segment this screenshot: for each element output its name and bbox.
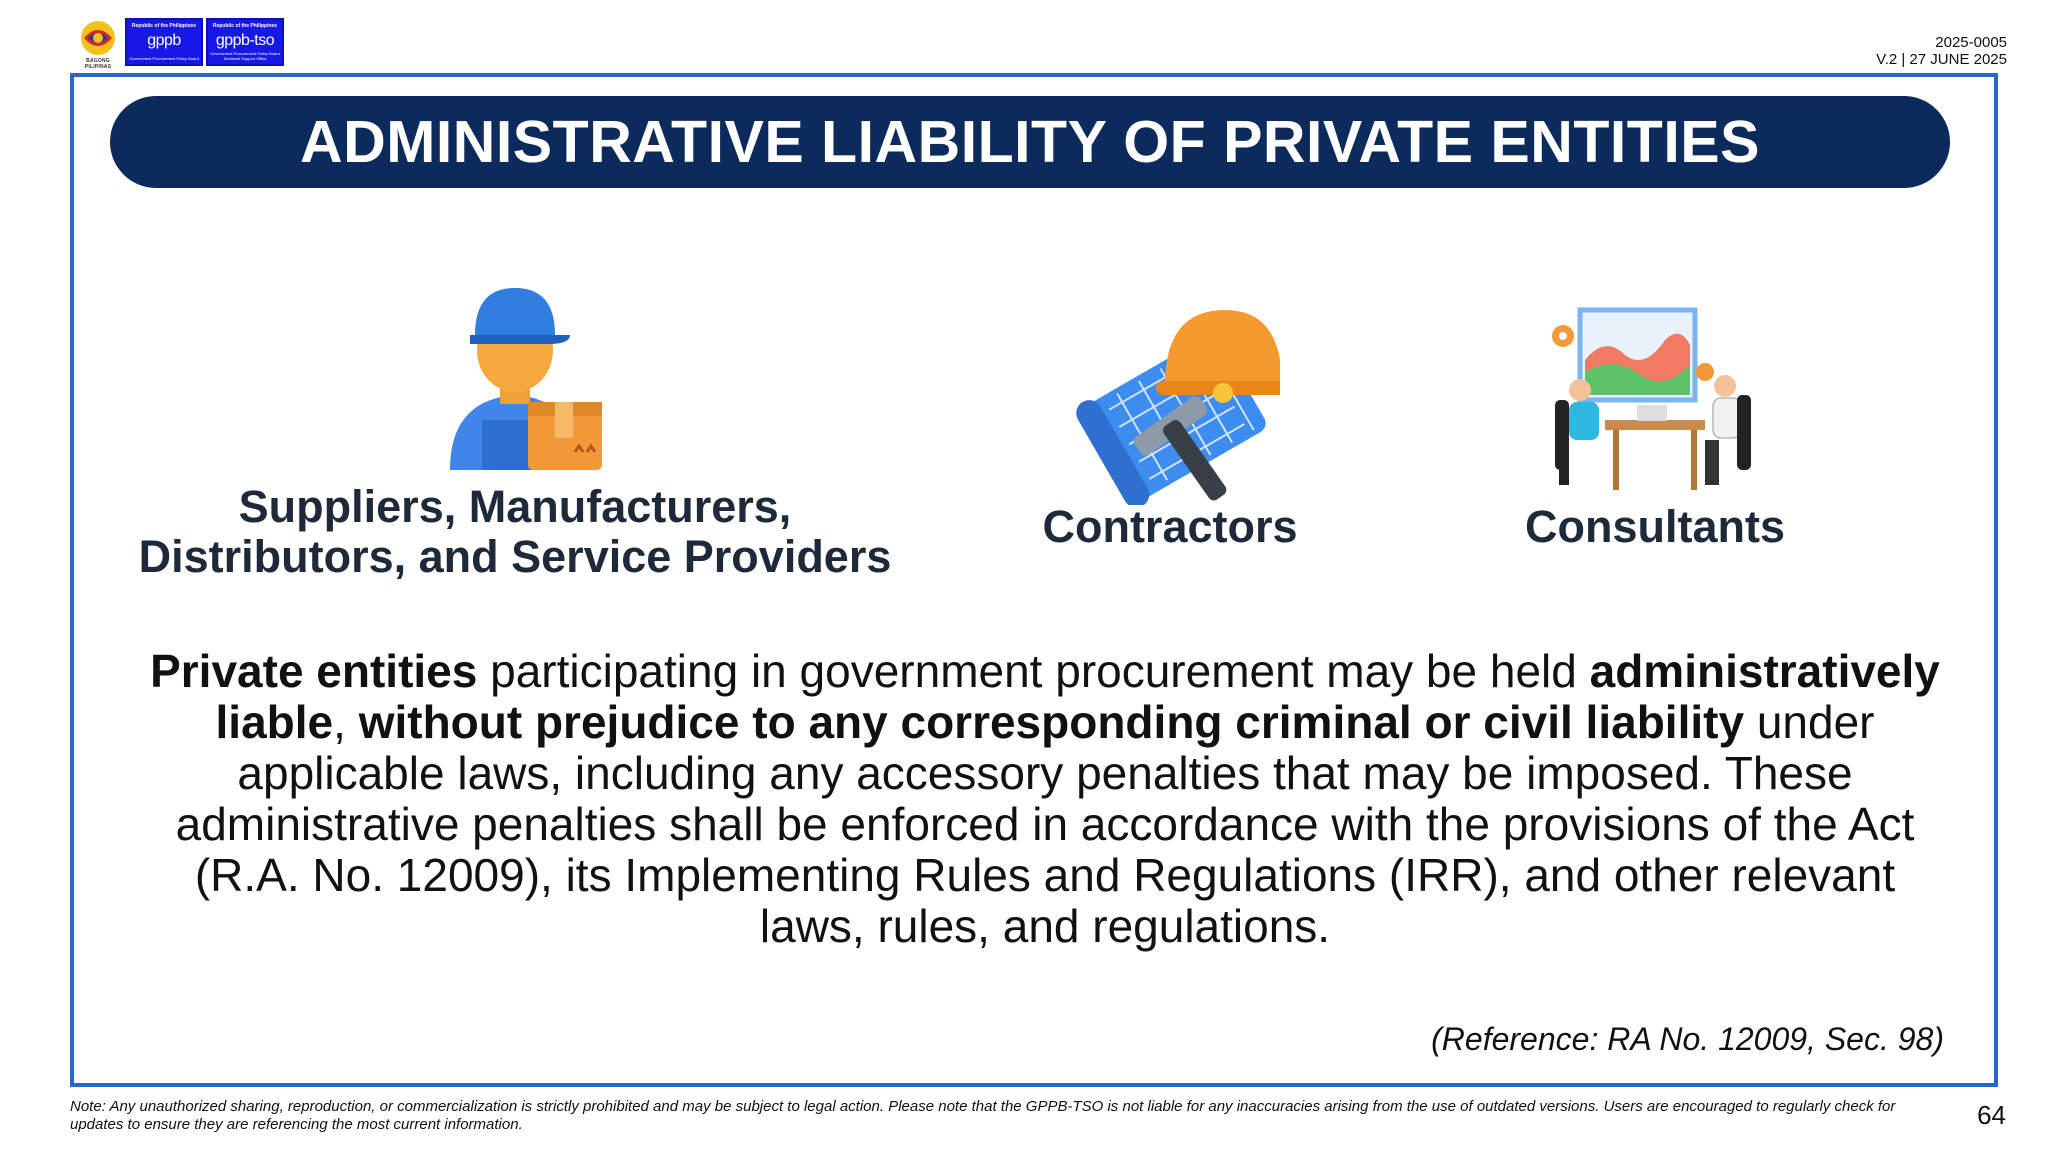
body-text-3: under applicable laws, including any accessory penalties that may be imposed. These administrative penalties shall be enforced in accordance with the provisions of the Act (R.A. No. 12009), its Implementing Rules and Regulations (IRR), and other relevant laws, rules, and regulations. bbox=[175, 696, 1915, 952]
category-consultants: Consultants bbox=[1524, 501, 1785, 552]
gppb-tso-logo bbox=[206, 18, 284, 66]
body-emphasis-without-prejudice: without prejudice to any corresponding criminal or civil liability bbox=[358, 696, 1745, 748]
gppb-tso-logo-name: gppb-tso bbox=[215, 32, 275, 49]
title-banner bbox=[110, 96, 1950, 188]
category-suppliers-line2: Distributors, and Service Providers bbox=[138, 531, 892, 582]
body-text-1: participating in government procurement may be held bbox=[477, 645, 1590, 697]
category-contractors: Contractors bbox=[1042, 501, 1298, 552]
gppb-tso-logo-bottom: Government Procurement Policy Board Technical Support Office bbox=[210, 51, 280, 61]
seal-label: BAGONG PILIPINAS bbox=[84, 58, 112, 70]
bagong-pilipinas-seal bbox=[74, 18, 122, 70]
reference-citation: (Reference: RA No. 12009, Sec. 98) bbox=[1431, 1021, 1944, 1057]
slide-title: ADMINISTRATIVE LIABILITY OF PRIVATE ENTITIES bbox=[300, 109, 1760, 175]
delivery-worker-icon bbox=[420, 280, 610, 480]
gppb-logo bbox=[125, 18, 203, 66]
document-meta bbox=[1876, 34, 2007, 68]
header-logos bbox=[74, 18, 284, 70]
body-emphasis-private-entities: Private entities bbox=[150, 645, 478, 697]
gppb-tso-logo-top: Republic of the Philippines bbox=[212, 23, 278, 29]
sun-seal-icon bbox=[74, 18, 122, 60]
page-number: 64 bbox=[1977, 1100, 2006, 1130]
body-emphasis-admin-liable: administratively liable bbox=[215, 645, 1940, 748]
body-paragraph bbox=[150, 646, 1940, 952]
doc-version: V.2 | 27 JUNE 2025 bbox=[1876, 51, 2007, 68]
category-suppliers bbox=[100, 482, 930, 582]
hardhat-blueprint-icon bbox=[1060, 305, 1280, 505]
consultants-meeting-icon bbox=[1545, 300, 1760, 510]
category-suppliers-line1: Suppliers, Manufacturers, bbox=[238, 481, 792, 532]
gppb-logo-bottom: Government Procurement Policy Board bbox=[129, 56, 199, 61]
body-text-2: , bbox=[333, 696, 359, 748]
doc-code: 2025-0005 bbox=[1935, 34, 2007, 51]
gppb-logo-name: gppb bbox=[147, 32, 181, 49]
footer-note: Note: Any unauthorized sharing, reproduction, or commercialization is strictly prohibited and may be subject to legal action. Please note that the GPPB-TSO is not liable for any inaccuracies arising from the use of outdated versions. Users are encouraged to regularly check for updates to ensure they are referencing the most current information. bbox=[70, 1098, 1896, 1133]
gppb-logo-top: Republic of the Philippines bbox=[131, 23, 197, 29]
